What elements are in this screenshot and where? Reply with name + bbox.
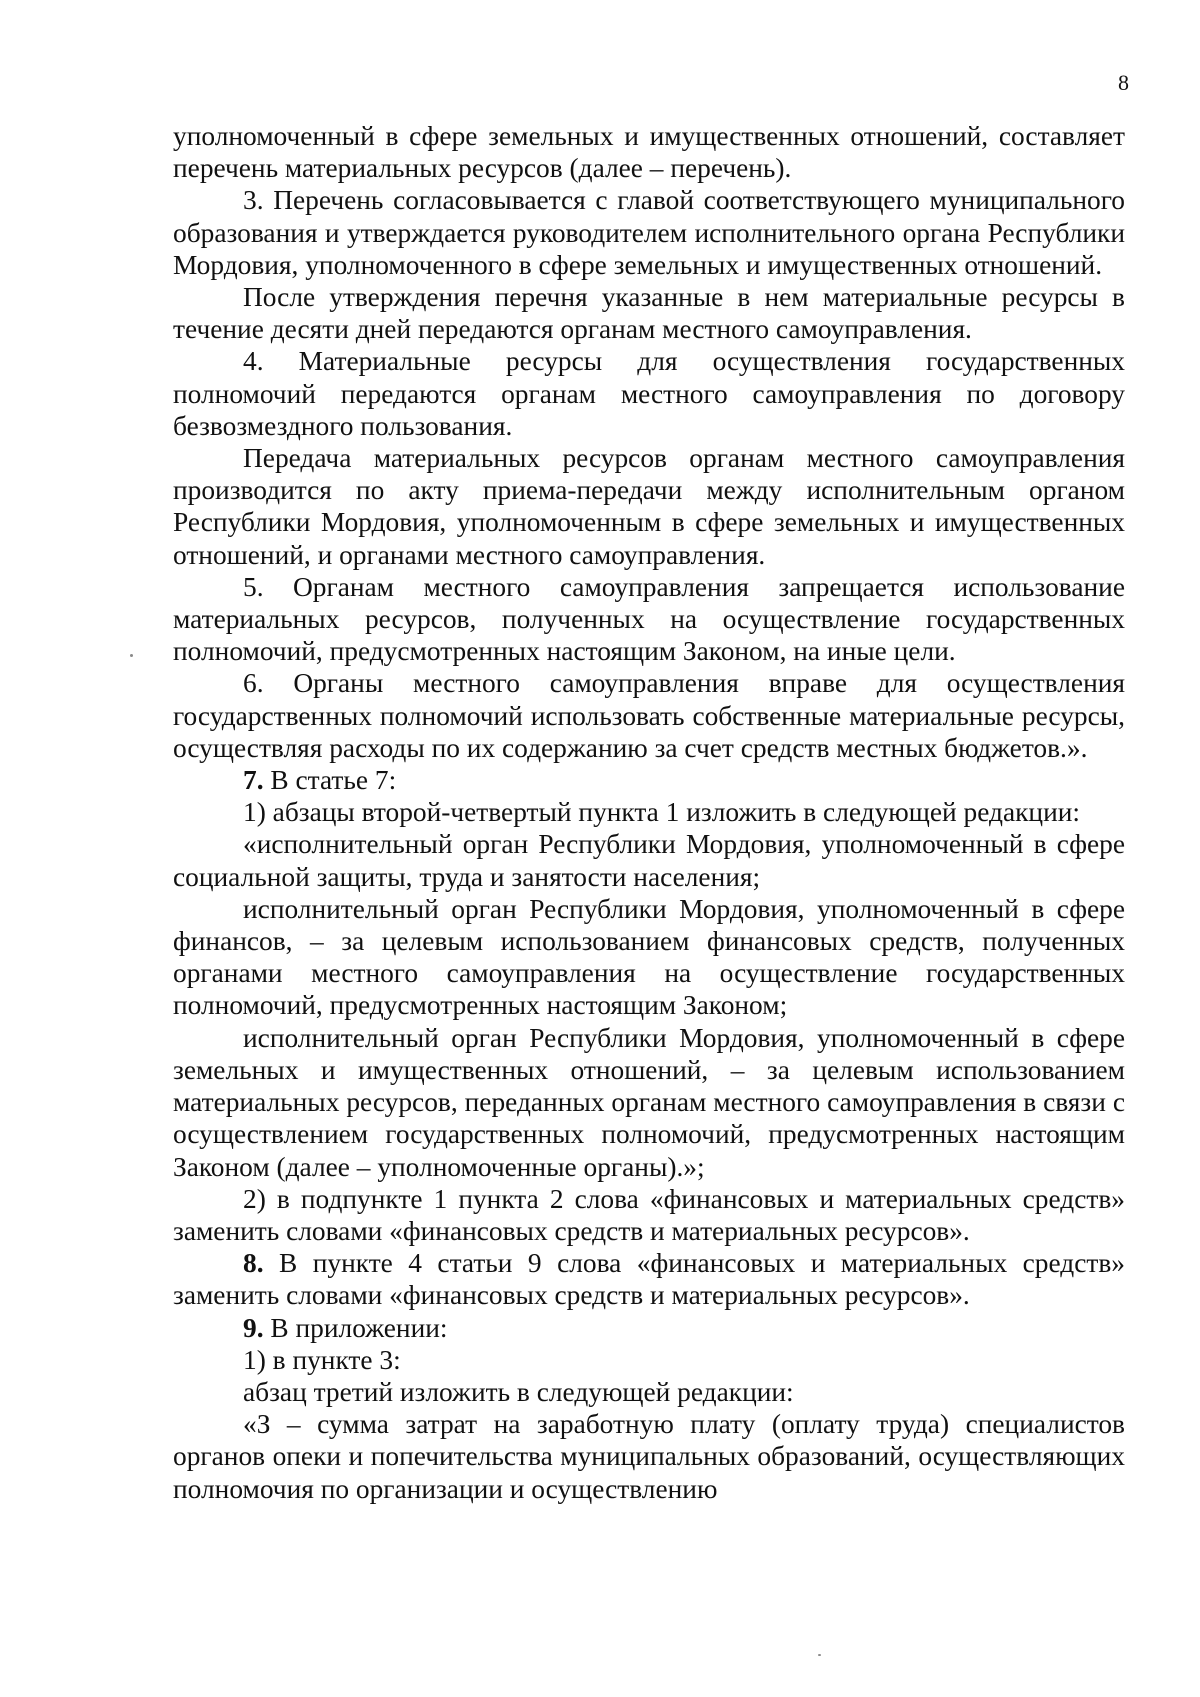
article-number: 9.: [243, 1312, 264, 1343]
paragraph-text: 2) в подпункте 1 пункта 2 слова «финансовых и материальных средств» заменить словами «финансовых средств и материальных ресурсов».: [173, 1183, 1125, 1246]
paragraph: [173, 893, 1125, 1022]
paragraph-text: В статье 7:: [263, 765, 397, 796]
paragraph-text: абзац третий изложить в следующей редакции:: [243, 1376, 794, 1407]
paragraph-text: 4. Материальные ресурсы для осуществления государственных полномочий передаются органам местного самоуправления по договору безвозмездного пользования.: [173, 346, 1125, 441]
paragraph-text: исполнительный орган Республики Мордовия, уполномоченный в сфере финансов, – за целевым использованием финансовых средств, полученных органами местного самоуправления на осуществление государственных полномочий, предусмотренных настоящим Законом;: [173, 893, 1125, 1021]
paragraph: [173, 120, 1125, 184]
document-body: [173, 120, 1125, 1505]
paragraph-text: После утверждения перечня указанные в нем материальные ресурсы в течение десяти дней передаются органам местного самоуправления.: [173, 282, 1125, 345]
paragraph-text: исполнительный орган Республики Мордовия, уполномоченный в сфере земельных и имущественных отношений, – за целевым использованием материальных ресурсов, переданных органам местного самоуправления в связи с осуществлением государственных полномочий, предусмотренных настоящим Законом (далее – уполномоченные органы).»;: [173, 1022, 1125, 1182]
paragraph-text: 1) в пункте 3:: [243, 1344, 401, 1375]
paragraph: [173, 1344, 1125, 1376]
paragraph: [173, 184, 1125, 281]
article-heading: [173, 764, 1125, 796]
paragraph-text: В пункте 4 статьи 9 слова «финансовых и материальных средств» заменить словами «финансовых средств и материальных ресурсов».: [173, 1248, 1125, 1311]
paragraph: [173, 442, 1125, 571]
paragraph-text: 3. Перечень согласовывается с главой соответствующего муниципального образования и утверждается руководителем исполнительного органа Республики Мордовия, уполномоченного в сфере земельных и имущественных отношений.: [173, 185, 1125, 280]
article-number: 7.: [243, 765, 264, 796]
paragraph-text: 5. Органам местного самоуправления запрещается использование материальных ресурсов, полученных на осуществление государственных полномочий, предусмотренных настоящим Законом, на иные цели.: [173, 571, 1125, 667]
article-heading: [173, 1312, 1125, 1344]
paragraph: [173, 796, 1125, 828]
paragraph: [173, 281, 1125, 345]
paragraph-text: 1) абзацы второй-четвертый пункта 1 изложить в следующей редакции:: [243, 797, 1081, 828]
paragraph-text: уполномоченный в сфере земельных и имущественных отношений, составляет перечень материальных ресурсов (далее – перечень).: [173, 121, 1125, 184]
article-number: 8.: [243, 1248, 264, 1279]
scan-speck: [818, 1654, 821, 1656]
paragraph: [173, 1183, 1125, 1247]
paragraph: [173, 667, 1125, 764]
paragraph-text: «З – сумма затрат на заработную плату (оплату труда) специалистов органов опеки и попечительства муниципальных образований, осуществляющих полномочия по организации и осуществлению: [173, 1409, 1125, 1504]
paragraph-text: «исполнительный орган Республики Мордовия, уполномоченный в сфере социальной защиты, труда и занятости населения;: [173, 829, 1125, 892]
paragraph-text: 6. Органы местного самоуправления вправе для осуществления государственных полномочий использовать собственные материальные ресурсы, осуществляя расходы по их содержанию за счет средств местных бюджетов.».: [173, 668, 1125, 763]
page-number: 8: [1118, 70, 1129, 95]
paragraph-text: В приложении:: [263, 1312, 448, 1343]
paragraph: [173, 1408, 1125, 1505]
paragraph-text: Передача материальных ресурсов органам местного самоуправления производится по акту приема-передачи между исполнительным органом Республики Мордовия, уполномоченным в сфере земельных и имущественных отношений, и органами местного самоуправления.: [173, 443, 1125, 570]
paragraph: [173, 828, 1125, 892]
paragraph: [173, 345, 1125, 442]
paragraph: [173, 571, 1125, 668]
paragraph: [173, 1022, 1125, 1183]
scan-speck: [130, 654, 133, 657]
paragraph: [173, 1376, 1125, 1408]
article-heading: [173, 1247, 1125, 1311]
